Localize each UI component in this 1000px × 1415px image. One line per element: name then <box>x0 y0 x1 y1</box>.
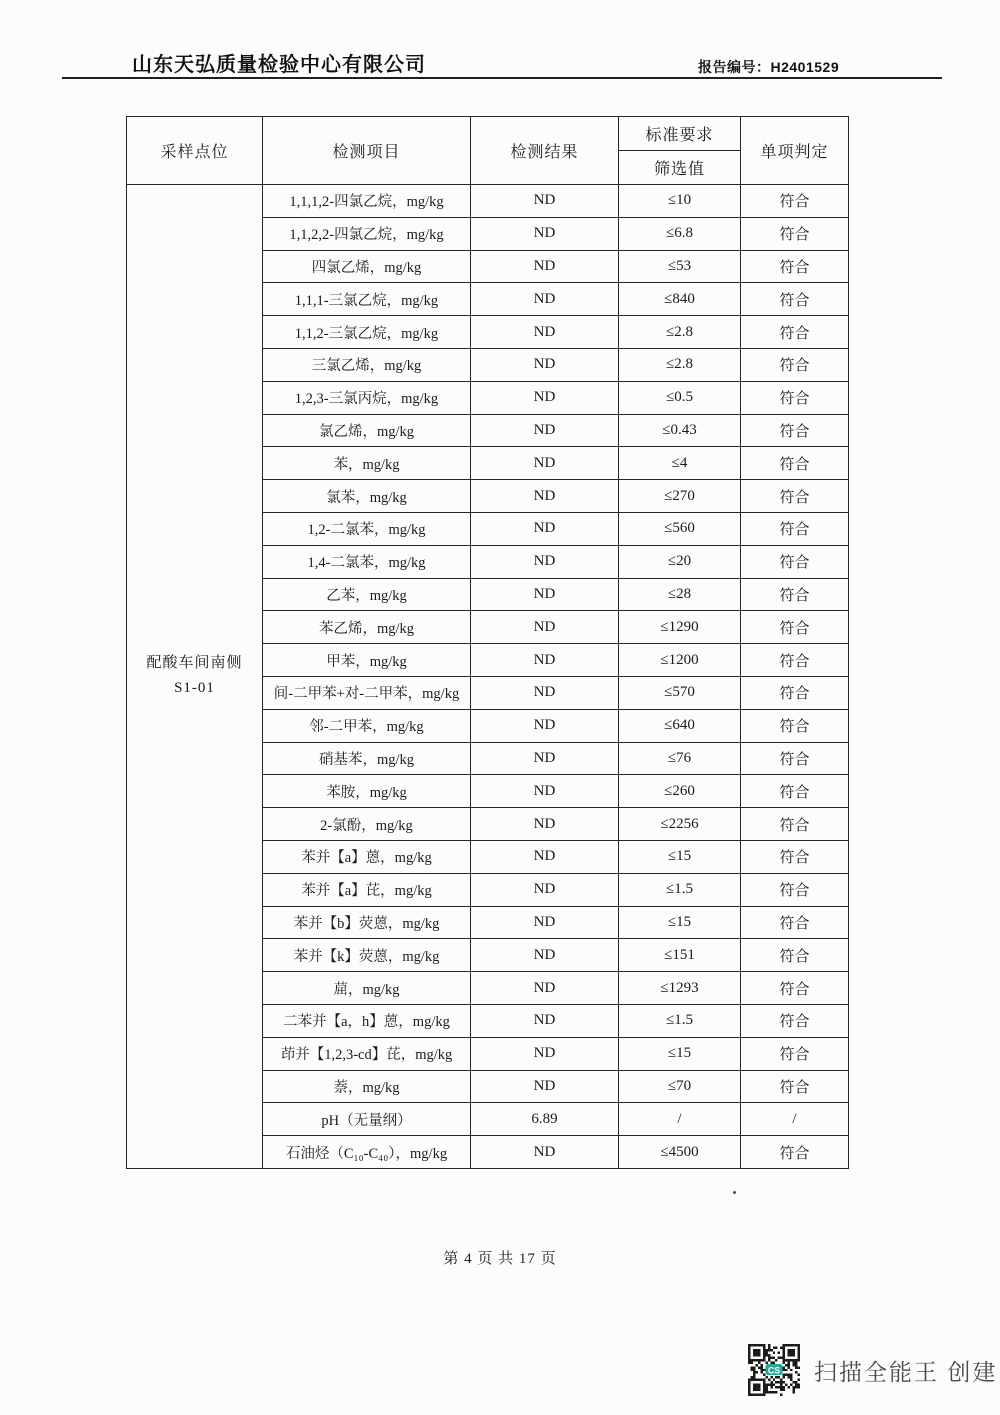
screening-value-cell: ≤560 <box>619 512 741 545</box>
test-item-cell: 间-二甲苯+对-二甲苯，mg/kg <box>263 676 471 709</box>
screening-value-cell: ≤4500 <box>619 1136 741 1169</box>
judgment-cell: 符合 <box>741 185 849 218</box>
judgment-cell: 符合 <box>741 480 849 513</box>
judgment-cell: 符合 <box>741 775 849 808</box>
test-result-cell: ND <box>471 1070 619 1103</box>
test-result-cell: ND <box>471 840 619 873</box>
judgment-cell: 符合 <box>741 644 849 677</box>
judgment-cell: 符合 <box>741 414 849 447</box>
screening-value-cell: ≤2.8 <box>619 348 741 381</box>
test-result-cell: ND <box>471 972 619 1005</box>
sampling-point-cell <box>127 185 263 1169</box>
test-result-cell: ND <box>471 1037 619 1070</box>
report-number-value: H2401529 <box>770 59 840 75</box>
screening-value-cell: ≤15 <box>619 840 741 873</box>
screening-value-cell: ≤151 <box>619 939 741 972</box>
test-result-cell: ND <box>471 414 619 447</box>
screening-value-cell: ≤4 <box>619 447 741 480</box>
screening-value-cell: ≤1.5 <box>619 873 741 906</box>
screening-value-cell: ≤2.8 <box>619 316 741 349</box>
judgment-cell: 符合 <box>741 840 849 873</box>
test-item-cell: 硝基苯，mg/kg <box>263 742 471 775</box>
company-name: 山东天弘质量检验中心有限公司 <box>132 54 426 76</box>
screening-value-cell: ≤0.5 <box>619 381 741 414</box>
test-result-cell: ND <box>471 906 619 939</box>
test-result-cell: ND <box>471 447 619 480</box>
camscanner-label: 扫描全能王 创建 <box>814 1358 998 1385</box>
test-results-table <box>126 116 849 1169</box>
test-result-cell: 6.89 <box>471 1103 619 1136</box>
camscanner-watermark <box>748 1344 997 1396</box>
judgment-cell: 符合 <box>741 709 849 742</box>
sampling-point-name: 配酸车间南侧 <box>146 654 243 671</box>
header-standard-requirement: 标准要求 <box>619 117 741 151</box>
judgment-cell: 符合 <box>741 1037 849 1070</box>
test-item-cell: 1,1,2,2-四氯乙烷，mg/kg <box>263 217 471 250</box>
test-item-cell: 苯，mg/kg <box>263 447 471 480</box>
table-header-row-1 <box>127 117 849 151</box>
judgment-cell: 符合 <box>741 1070 849 1103</box>
test-item-cell: 氯苯，mg/kg <box>263 480 471 513</box>
test-item-cell: 乙苯，mg/kg <box>263 578 471 611</box>
test-result-cell: ND <box>471 644 619 677</box>
test-result-cell: ND <box>471 808 619 841</box>
test-item-cell: 二苯并【a，h】蒽，mg/kg <box>263 1004 471 1037</box>
judgment-cell: 符合 <box>741 217 849 250</box>
judgment-cell: 符合 <box>741 972 849 1005</box>
scan-artifact-dot <box>733 1191 736 1194</box>
judgment-cell: 符合 <box>741 283 849 316</box>
judgment-cell: 符合 <box>741 545 849 578</box>
qr-code-icon <box>748 1344 800 1396</box>
test-result-cell: ND <box>471 676 619 709</box>
header-test-result: 检测结果 <box>471 117 619 185</box>
test-item-cell: 邻-二甲苯，mg/kg <box>263 709 471 742</box>
test-item-cell: 甲苯，mg/kg <box>263 644 471 677</box>
test-item-cell: 氯乙烯，mg/kg <box>263 414 471 447</box>
screening-value-cell: ≤70 <box>619 1070 741 1103</box>
test-item-cell: 1,2,3-三氯丙烷，mg/kg <box>263 381 471 414</box>
screening-value-cell: ≤15 <box>619 906 741 939</box>
test-item-cell: 1,1,2-三氯乙烷，mg/kg <box>263 316 471 349</box>
judgment-cell: 符合 <box>741 250 849 283</box>
screening-value-cell: ≤1.5 <box>619 1004 741 1037</box>
test-result-cell: ND <box>471 348 619 381</box>
judgment-cell: 符合 <box>741 939 849 972</box>
test-item-cell: 苯胺，mg/kg <box>263 775 471 808</box>
screening-value-cell: ≤28 <box>619 578 741 611</box>
test-item-cell: 石油烃（C₁₀-C₄₀），mg/kg <box>263 1136 471 1169</box>
test-item-cell: 苯乙烯，mg/kg <box>263 611 471 644</box>
header-divider <box>62 77 942 79</box>
screening-value-cell: ≤270 <box>619 480 741 513</box>
table-row <box>127 185 849 218</box>
test-item-cell: 四氯乙烯，mg/kg <box>263 250 471 283</box>
judgment-cell: 符合 <box>741 316 849 349</box>
test-result-cell: ND <box>471 578 619 611</box>
screening-value-cell: ≤6.8 <box>619 217 741 250</box>
test-result-cell: ND <box>471 480 619 513</box>
screening-value-cell: ≤1293 <box>619 972 741 1005</box>
judgment-cell: 符合 <box>741 1004 849 1037</box>
judgment-cell: 符合 <box>741 447 849 480</box>
report-number-label: 报告编号： <box>698 59 771 75</box>
test-item-cell: 1,1,1-三氯乙烷，mg/kg <box>263 283 471 316</box>
test-item-cell: 2-氯酚，mg/kg <box>263 808 471 841</box>
screening-value-cell: ≤1200 <box>619 644 741 677</box>
sampling-point-code: S1-01 <box>174 680 215 697</box>
screening-value-cell: ≤840 <box>619 283 741 316</box>
test-item-cell: 苯并【b】荧蒽，mg/kg <box>263 906 471 939</box>
judgment-cell: / <box>741 1103 849 1136</box>
test-item-cell: 苯并【a】芘，mg/kg <box>263 873 471 906</box>
test-result-cell: ND <box>471 939 619 972</box>
test-item-cell: 1,1,1,2-四氯乙烷，mg/kg <box>263 185 471 218</box>
test-result-cell: ND <box>471 185 619 218</box>
test-item-cell: pH（无量纲） <box>263 1103 471 1136</box>
judgment-cell: 符合 <box>741 578 849 611</box>
judgment-cell: 符合 <box>741 906 849 939</box>
test-item-cell: 萘，mg/kg <box>263 1070 471 1103</box>
test-result-cell: ND <box>471 512 619 545</box>
test-item-cell: 1,2-二氯苯，mg/kg <box>263 512 471 545</box>
screening-value-cell: ≤640 <box>619 709 741 742</box>
screening-value-cell: ≤53 <box>619 250 741 283</box>
judgment-cell: 符合 <box>741 808 849 841</box>
header-sampling-point: 采样点位 <box>127 117 263 185</box>
judgment-cell: 符合 <box>741 381 849 414</box>
test-result-cell: ND <box>471 873 619 906</box>
header-test-item: 检测项目 <box>263 117 471 185</box>
screening-value-cell: ≤1290 <box>619 611 741 644</box>
test-result-cell: ND <box>471 250 619 283</box>
judgment-cell: 符合 <box>741 611 849 644</box>
screening-value-cell: ≤260 <box>619 775 741 808</box>
judgment-cell: 符合 <box>741 873 849 906</box>
test-result-cell: ND <box>471 1136 619 1169</box>
test-item-cell: 三氯乙烯，mg/kg <box>263 348 471 381</box>
screening-value-cell: ≤10 <box>619 185 741 218</box>
test-result-cell: ND <box>471 1004 619 1037</box>
screening-value-cell: ≤2256 <box>619 808 741 841</box>
test-item-cell: 䓛，mg/kg <box>263 972 471 1005</box>
header-screening-value: 筛选值 <box>619 151 741 185</box>
screening-value-cell: / <box>619 1103 741 1136</box>
screening-value-cell: ≤76 <box>619 742 741 775</box>
test-item-cell: 茚并【1,2,3-cd】芘，mg/kg <box>263 1037 471 1070</box>
judgment-cell: 符合 <box>741 1136 849 1169</box>
svg-text:CS: CS <box>767 1365 781 1376</box>
judgment-cell: 符合 <box>741 512 849 545</box>
screening-value-cell: ≤20 <box>619 545 741 578</box>
test-result-cell: ND <box>471 545 619 578</box>
header-judgment: 单项判定 <box>741 117 849 185</box>
screening-value-cell: ≤15 <box>619 1037 741 1070</box>
test-result-cell: ND <box>471 775 619 808</box>
test-result-cell: ND <box>471 742 619 775</box>
test-item-cell: 苯并【k】荧蒽，mg/kg <box>263 939 471 972</box>
page-number: 第 4 页 共 17 页 <box>443 1251 557 1267</box>
test-item-cell: 苯并【a】蒽，mg/kg <box>263 840 471 873</box>
test-result-cell: ND <box>471 611 619 644</box>
report-number <box>698 57 839 77</box>
judgment-cell: 符合 <box>741 742 849 775</box>
test-result-cell: ND <box>471 316 619 349</box>
screening-value-cell: ≤0.43 <box>619 414 741 447</box>
table-body <box>127 185 849 1169</box>
table-header <box>127 117 849 185</box>
test-result-cell: ND <box>471 381 619 414</box>
screening-value-cell: ≤570 <box>619 676 741 709</box>
judgment-cell: 符合 <box>741 676 849 709</box>
test-result-cell: ND <box>471 217 619 250</box>
test-result-cell: ND <box>471 283 619 316</box>
test-result-cell: ND <box>471 709 619 742</box>
judgment-cell: 符合 <box>741 348 849 381</box>
test-item-cell: 1,4-二氯苯，mg/kg <box>263 545 471 578</box>
